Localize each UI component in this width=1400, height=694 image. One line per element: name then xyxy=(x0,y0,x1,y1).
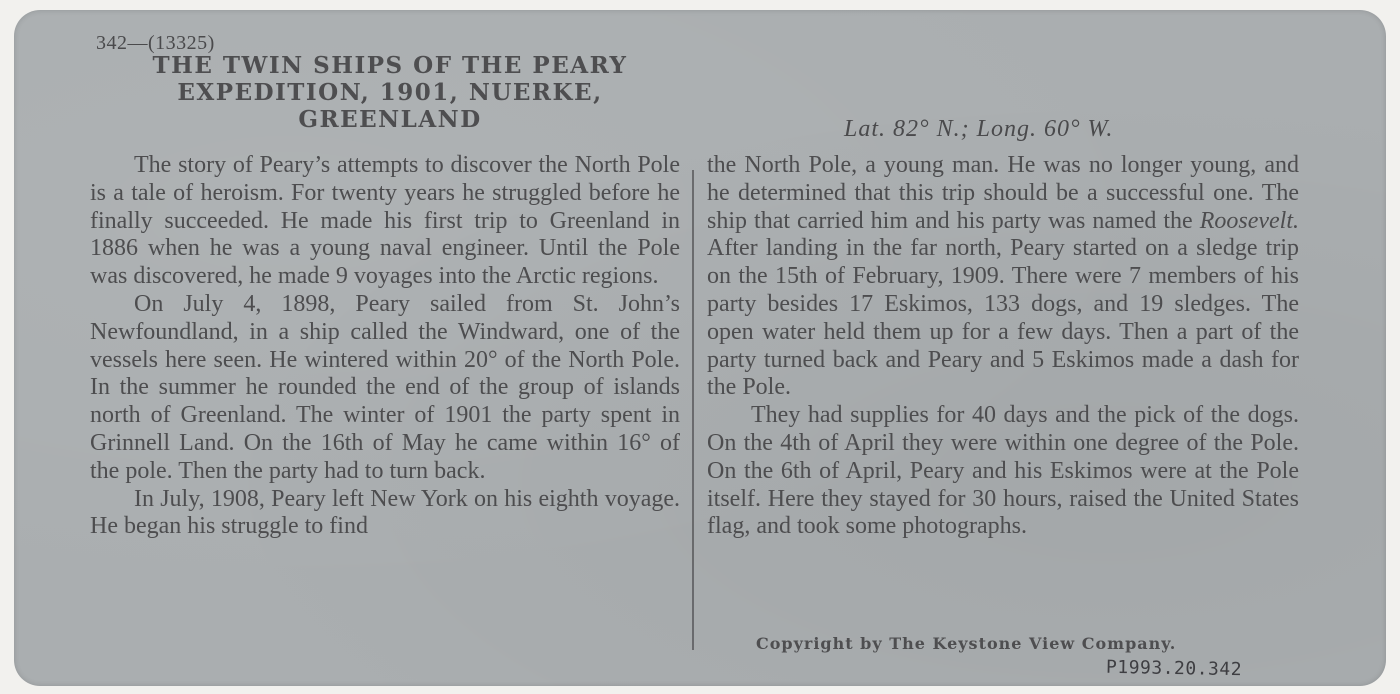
copyright-notice: Copyright by The Keystone View Company. xyxy=(756,634,1177,653)
title-line-3: GREENLAND xyxy=(298,106,482,133)
paragraph-roosevelt-trip xyxy=(707,152,1299,402)
ship-name: Roosevelt. xyxy=(1199,207,1299,234)
paragraph-peary-story: The story of Peary’s attempts to discover the North Pole is a tale of heroism. For twenty years he struggled before he finally succeeded. He made his first trip to Greenland in 1886 when he was a young naval engineer. Until the Pole was discovered, he made 9 voyages into the Arctic regions. xyxy=(90,152,680,290)
column-divider xyxy=(692,170,694,650)
paragraph-eighth-voyage: In July, 1908, Peary left New York on his eighth voyage. He began his struggle to find xyxy=(90,485,680,540)
stereograph-card-back xyxy=(14,10,1386,686)
title-line-1: THE TWIN SHIPS OF THE PEARY xyxy=(152,52,628,79)
card-title xyxy=(90,52,690,133)
paragraph-windward-voyage: On July 4, 1898, Peary sailed from St. John’s Newfoundland, in a ship called the Windward, one of the vessels here seen. He wintered within 20° of the North Pole. In the summer he rounded the end of the group of islands north of Greenland. The winter of 1901 the party spent in Grinnell Land. On the 16th of May he came within 16° of the pole. Then the party had to turn back. xyxy=(90,290,680,484)
roosevelt-text-after: After landing in the far north, Peary started on a sledge trip on the 15th of February, 1909. There were 7 members of his party besides 17 Eskimos, 133 dogs, and 19 sledges. The open water held them up for a few days. Then a part of the party turned back and Peary and 5 Eskimos made a dash for the Pole. xyxy=(707,235,1299,401)
catalog-number: 342—(13325) xyxy=(96,32,215,54)
roosevelt-text-before: the North Pole, a young man. He was no longer young, and he determined that this trip should be a successful one. The ship that carried him and his party was named the xyxy=(707,152,1299,234)
latitude-longitude: Lat. 82° N.; Long. 60° W. xyxy=(844,116,1114,142)
title-line-2: EXPEDITION, 1901, NUERKE, xyxy=(177,79,603,106)
handwritten-accession-number: P1993.20.342 xyxy=(1105,656,1243,681)
left-text-column xyxy=(90,152,680,541)
right-text-column xyxy=(707,152,1299,541)
paragraph-reaching-pole: They had supplies for 40 days and the pick of the dogs. On the 4th of April they were within one degree of the Pole. On the 6th of April, Peary and his Eskimos were at the Pole itself. Here they stayed for 30 hours, raised the United States flag, and took some photographs. xyxy=(707,402,1299,540)
